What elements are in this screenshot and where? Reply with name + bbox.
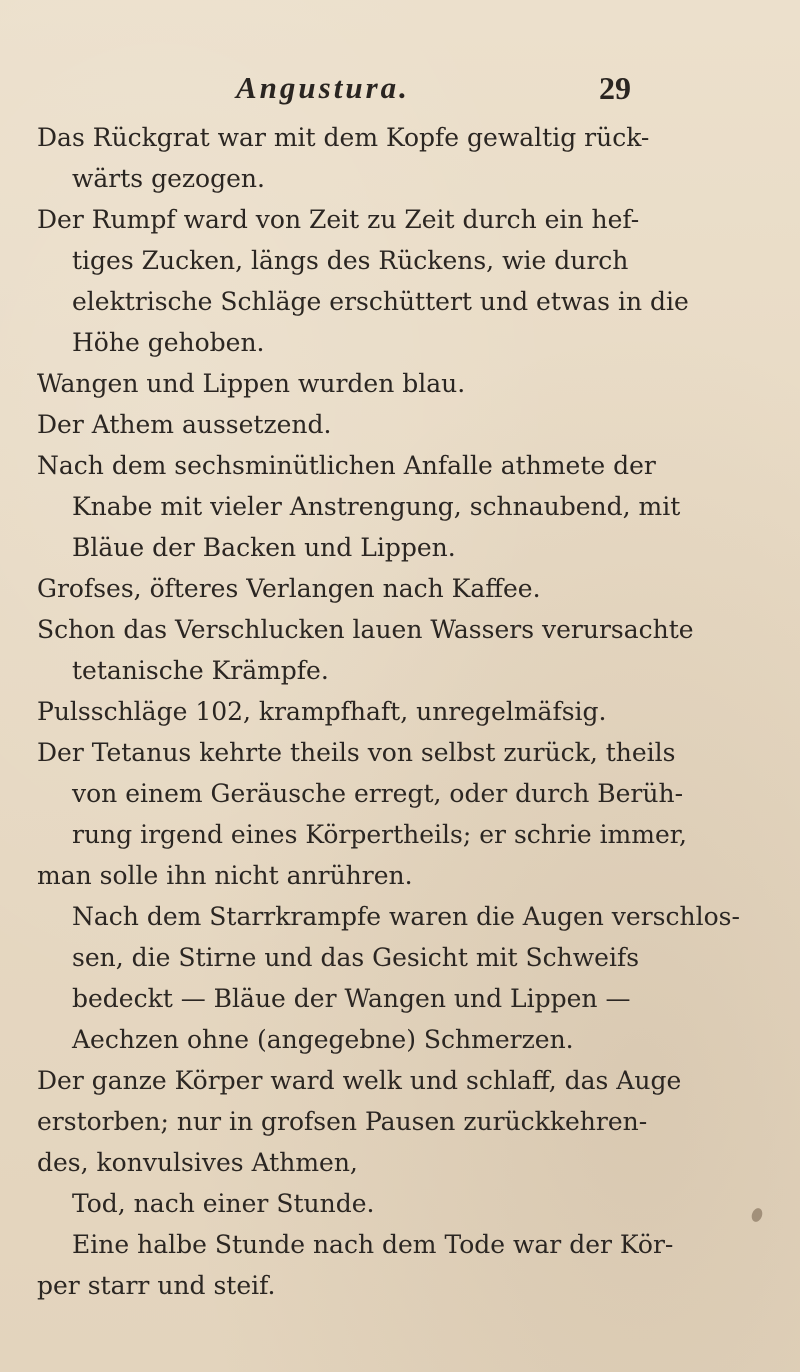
- text-line: Das Rückgrat war mit dem Kopfe gewaltig rück-: [37, 123, 650, 152]
- text-line: Knabe mit vieler Anstrengung, schnaubend, mit: [72, 492, 681, 521]
- text-line: Nach dem sechsminütlichen Anfalle athmete der: [37, 451, 656, 480]
- text-line: Der Tetanus kehrte theils von selbst zurück, theils: [37, 738, 676, 767]
- text-line: Grofses, öfteres Verlangen nach Kaffee.: [37, 574, 541, 603]
- text-line: des, konvulsives Athmen,: [37, 1148, 358, 1177]
- text-line: tetanische Krämpfe.: [72, 656, 329, 685]
- page-header: [236, 70, 636, 120]
- text-line: elektrische Schläge erschüttert und etwas in die: [72, 287, 689, 316]
- text-line: Pulsschläge 102, krampfhaft, unregelmäfsig.: [37, 697, 607, 726]
- text-line: Nach dem Starrkrampfe waren die Augen verschlos-: [72, 902, 740, 931]
- page-number: 29: [599, 70, 631, 106]
- page-body: [37, 123, 757, 1300]
- text-line: Tod, nach einer Stunde.: [72, 1189, 375, 1218]
- text-line: man solle ihn nicht anrühren.: [37, 861, 413, 890]
- text-line: bedeckt — Bläue der Wangen und Lippen —: [72, 984, 631, 1013]
- text-line: Bläue der Backen und Lippen.: [72, 533, 456, 562]
- text-line: Eine halbe Stunde nach dem Tode war der Kör-: [72, 1230, 674, 1259]
- text-line: Höhe gehoben.: [72, 328, 265, 357]
- text-line: sen, die Stirne und das Gesicht mit Schweifs: [72, 943, 640, 972]
- text-line: Schon das Verschlucken lauen Wassers verursachte: [37, 615, 694, 644]
- text-line: rung irgend eines Körpertheils; er schrie immer,: [72, 820, 687, 849]
- text-line: wärts gezogen.: [72, 164, 265, 193]
- text-line: Der ganze Körper ward welk und schlaff, das Auge: [37, 1066, 682, 1095]
- text-line: tiges Zucken, längs des Rückens, wie durch: [72, 246, 629, 275]
- text-line: Der Rumpf ward von Zeit zu Zeit durch ein hef-: [37, 205, 640, 234]
- text-line: Wangen und Lippen wurden blau.: [37, 369, 466, 398]
- text-line: Aechzen ohne (angegebne) Schmerzen.: [72, 1025, 574, 1054]
- text-line: von einem Geräusche erregt, oder durch Berüh-: [72, 779, 684, 808]
- text-line: per starr und steif.: [37, 1271, 276, 1300]
- text-line: erstorben; nur in grofsen Pausen zurückkehren-: [37, 1107, 648, 1136]
- text-line: Der Athem aussetzend.: [37, 410, 332, 439]
- running-title: Angustura.: [236, 70, 410, 105]
